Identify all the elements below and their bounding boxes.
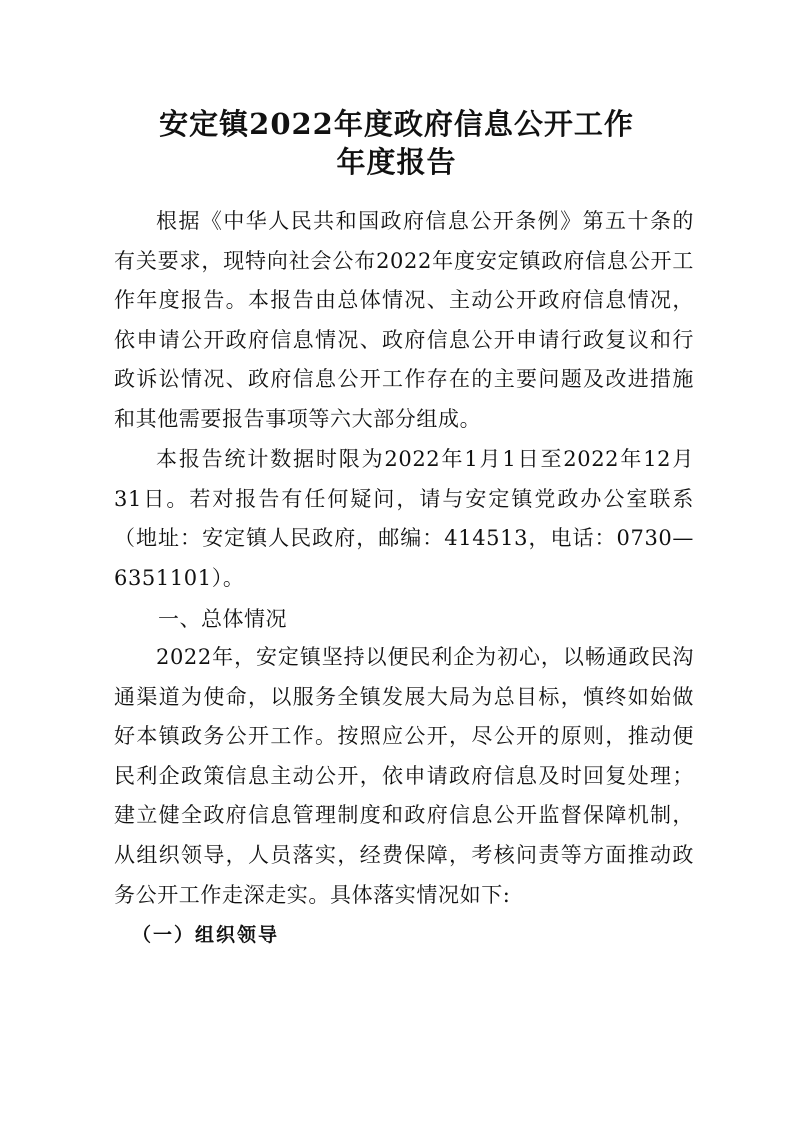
subsection-heading-organization: （一）组织领导	[132, 924, 280, 946]
document-title-line2: 年度报告	[336, 145, 457, 179]
document-title-line1: 安定镇2022年度政府信息公开工作	[159, 107, 634, 141]
section-heading-overview: 一、总体情况	[158, 607, 287, 631]
overview-paragraph: 2022年，安定镇坚持以便民利企为初心，以畅通政民沟通渠道为使命，以服务全镇发展大局为总目标，慎终如始做好本镇政务公开工作。按照应公开，尽公开的原则，推动便民利企政策信息主动公开，依申请政府信息及时回复处理；建立健全政府信息管理制度和政府信息公开监督保障机制，从组织领导，人员落实，经费保障，考核问责等方面推动政务公开工作走深走实。具体落实情况如下:	[114, 645, 694, 907]
intro-paragraph: 根据《中华人民共和国政府信息公开条例》第五十条的有关要求，现特向社会公布2022年度安定镇政府信息公开工作年度报告。本报告由总体情况、主动公开政府信息情况，依申请公开政府信息情况、政府信息公开申请行政复议和行政诉讼情况、政府信息公开工作存在的主要问题及改进措施和其他需要报告事项等六大部分组成。	[114, 209, 694, 431]
statistics-period-paragraph: 本报告统计数据时限为2022年1月1日至2022年12月31日。若对报告有任何疑问，请与安定镇党政办公室联系（地址：安定镇人民政府，邮编：414513，电话：0730—6351101）。	[114, 447, 694, 590]
